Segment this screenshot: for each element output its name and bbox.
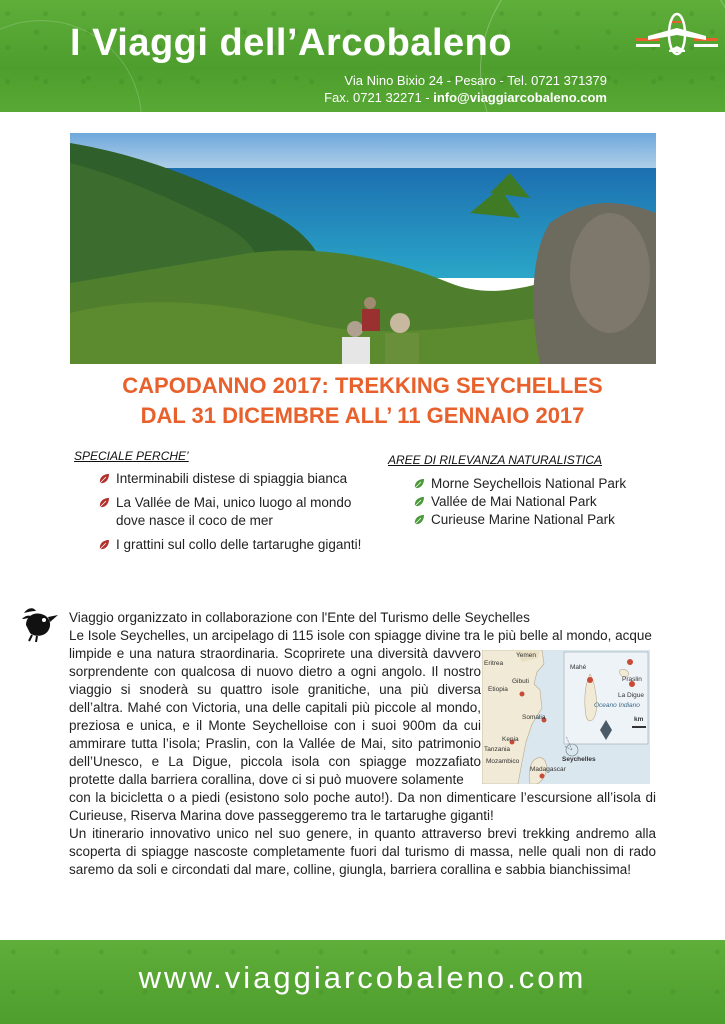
map-label: La Digue xyxy=(618,692,645,699)
map-label: Praslin xyxy=(622,676,642,683)
list-item-text: Interminabili distese di spiaggia bianca xyxy=(116,471,348,486)
leaf-bullet-icon xyxy=(413,478,425,490)
trip-dates: DAL 31 DICEMBRE ALL’ 11 GENNAIO 2017 xyxy=(140,403,585,428)
address-line: Via Nino Bixio 24 - Pesaro - Tel. 0721 371379 xyxy=(344,73,607,88)
speciale-list xyxy=(98,470,368,560)
list-item xyxy=(413,511,673,529)
list-item xyxy=(413,493,673,511)
map-label: Gibuti xyxy=(512,678,529,685)
leaf-bullet-icon xyxy=(413,514,425,526)
paragraph-wrapped: limpide e una natura straordinaria. Scoprirete una diversità davvero sorprendente con qualcosa di nuovo dietro a ogni angolo. Il nostro viaggio si snoderà su quattro isole granitiche, una più diversa dell’altra. Mahé con Victoria, una delle capitali più piccole al mondo, preziosa e unica, e il Monte Seychelloise con i suoi 900m da cui ammirare tutta l’isola; Praslin, con la Vallée de Mai, sito patrimonio dell’Unesco, e La Digue, piccola isola con spiagge mozzafiato protette dalla barriera corallina, dove ci si può muovere solamente xyxy=(69,646,481,787)
footer-banner xyxy=(0,940,725,1024)
intro-paragraph: Viaggio organizzato in collaborazione con l'Ente del Turismo delle Seychelles xyxy=(69,610,530,625)
trekking-photo xyxy=(70,133,656,364)
list-item-text: Curieuse Marine National Park xyxy=(431,512,615,527)
list-item-text: Vallée de Mai National Park xyxy=(431,494,597,509)
leaf-bullet-icon xyxy=(98,497,110,509)
list-item-text: La Vallée de Mai, unico luogo al mondo dove nasce il coco de mer xyxy=(116,495,352,528)
map-label: Yemen xyxy=(516,652,536,659)
list-item xyxy=(413,475,673,493)
list-item xyxy=(98,470,368,488)
map-label: Eritrea xyxy=(484,660,504,667)
brand-name: I Viaggi dell’Arcobaleno xyxy=(70,22,513,64)
map-label: Tanzania xyxy=(484,746,511,753)
fax-email-line xyxy=(324,89,607,106)
paragraph: con la bicicletta o a piedi (esistono solo poche auto!). Da non dimenticare l’escursione all’isola di Curieuse, Riserva Marina dove passeggeremo tra le tartarughe giganti! xyxy=(69,790,656,823)
map-label: Etiopia xyxy=(488,686,508,693)
list-item xyxy=(98,494,368,530)
map-label: Mozambico xyxy=(486,758,520,765)
leaf-bullet-icon xyxy=(98,473,110,485)
list-item-text: I grattini sul collo delle tartarughe giganti! xyxy=(116,537,362,552)
fax-text: Fax. 0721 32271 - xyxy=(324,90,434,105)
map-label: Mahé xyxy=(570,664,587,671)
trip-title: CAPODANNO 2017: TREKKING SEYCHELLES xyxy=(122,373,603,398)
map-label: Seychelles xyxy=(562,756,596,763)
map-label: Madagascar xyxy=(530,766,566,773)
leaf-bullet-icon xyxy=(413,496,425,508)
map-label: Oceano Indiano xyxy=(594,702,640,709)
speciale-heading: SPECIALE PERCHE’ xyxy=(74,449,189,463)
paragraph: Un itinerario innovativo unico nel suo genere, in quanto attraverso brevi trekking andremo alla scoperta di spiagge nascoste completamente fuori dal turismo di massa, nelle quali non di rado saremo da soli e circondati dal mare, colline, giungla, barriera corallina e sabbia bianchissima! xyxy=(69,826,656,877)
map-label: Kenia xyxy=(502,736,519,743)
aree-heading: AREE DI RILEVANZA NATURALISTICA xyxy=(388,453,603,467)
seychelles-map xyxy=(482,650,650,784)
website-url[interactable]: www.viaggiarcobaleno.com xyxy=(138,960,587,995)
map-label: Somalia xyxy=(522,714,546,721)
map-label: km xyxy=(634,716,644,723)
leaf-bullet-icon xyxy=(98,539,110,551)
bird-icon xyxy=(20,603,60,643)
aree-list xyxy=(413,475,673,529)
contact-info xyxy=(324,72,607,106)
list-item xyxy=(98,536,368,554)
header-banner xyxy=(0,0,725,112)
paragraph-line: Le Isole Seychelles, un arcipelago di 115 isole con spiagge divine tra le più belle al mondo, acque xyxy=(69,628,652,643)
email-text: info@viaggiarcobaleno.com xyxy=(433,90,607,105)
airplane-icon xyxy=(636,10,718,56)
list-item-text: Morne Seychellois National Park xyxy=(431,476,627,491)
